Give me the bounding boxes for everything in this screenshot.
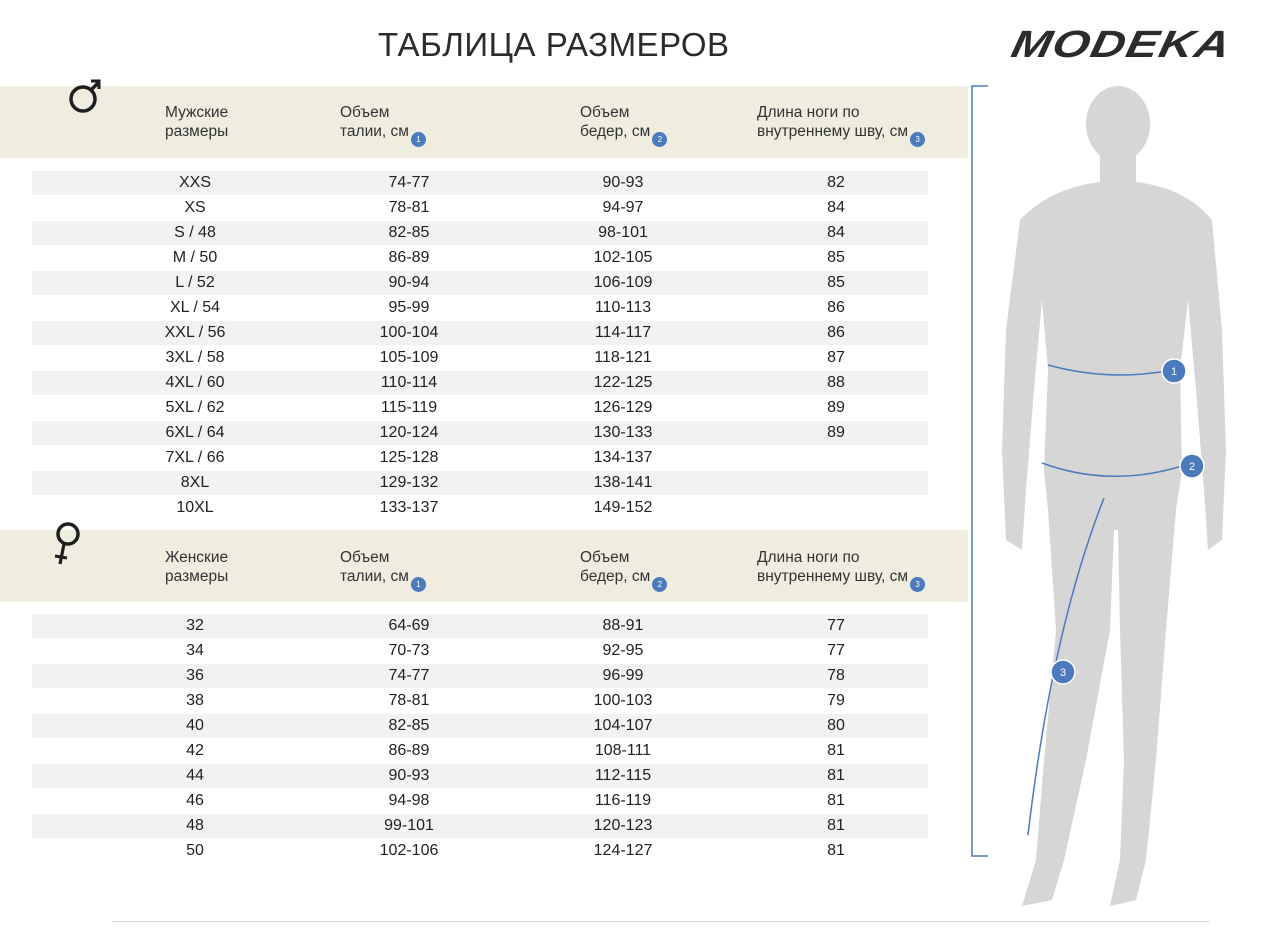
table-cell-hips: 116-119 xyxy=(594,792,652,809)
table-cell-waist: 129-132 xyxy=(379,474,439,491)
table-cell-size: 46 xyxy=(186,792,204,809)
table-cell-hips: 126-129 xyxy=(593,399,653,416)
table-cell-hips: 92-95 xyxy=(602,642,644,659)
table-cell-hips: 94-97 xyxy=(602,199,644,216)
men-waist-header: Объем талии, см 1 xyxy=(340,103,426,147)
table-cell-waist: 82-85 xyxy=(388,717,430,734)
table-cell-inseam: 81 xyxy=(827,817,845,834)
table-cell-inseam: 89 xyxy=(827,424,845,441)
table-cell-size: 7XL / 66 xyxy=(165,449,225,466)
table-cell-hips: 98-101 xyxy=(598,224,648,241)
table-cell-waist: 102-106 xyxy=(379,842,439,859)
table-cell-waist: 74-77 xyxy=(388,667,430,684)
table-cell-size: 50 xyxy=(186,842,204,859)
table-cell-size: 38 xyxy=(186,692,204,709)
table-cell-waist: 115-119 xyxy=(380,399,438,416)
table-cell-inseam: 84 xyxy=(827,199,845,216)
table-cell-inseam: 80 xyxy=(827,717,845,734)
table-cell-waist: 82-85 xyxy=(388,224,430,241)
men-header-tab xyxy=(0,150,150,158)
men-size-header: Мужские размеры xyxy=(165,104,229,140)
table-cell-waist: 99-101 xyxy=(384,817,434,834)
table-cell-inseam: 86 xyxy=(827,299,845,316)
table-cell-hips: 102-105 xyxy=(593,249,653,266)
table-cell-size: 34 xyxy=(186,642,204,659)
marker-2-label: 2 xyxy=(1188,461,1196,473)
table-cell-inseam: 86 xyxy=(827,324,845,341)
table-cell-waist: 90-94 xyxy=(388,274,430,291)
table-cell-waist: 78-81 xyxy=(388,692,430,709)
table-cell-hips: 120-123 xyxy=(593,817,653,834)
table-cell-hips: 90-93 xyxy=(602,174,644,191)
table-cell-inseam: 88 xyxy=(827,374,845,391)
table-cell-inseam: 81 xyxy=(827,792,845,809)
table-cell-hips: 130-133 xyxy=(593,424,653,441)
table-cell-size: 40 xyxy=(186,717,204,734)
male-symbol-icon xyxy=(52,74,112,120)
marker-3-label: 3 xyxy=(1059,667,1067,679)
female-symbol-icon xyxy=(52,516,92,572)
table-cell-inseam: 78 xyxy=(827,667,845,684)
marker-badge-3: 3 xyxy=(910,132,925,147)
table-cell-waist: 86-89 xyxy=(388,742,430,759)
table-cell-inseam: 81 xyxy=(827,842,845,859)
table-cell-size: 32 xyxy=(186,617,204,634)
marker-badge-1: 1 xyxy=(411,132,426,147)
table-cell-size: 5XL / 62 xyxy=(165,399,225,416)
table-cell-inseam: 89 xyxy=(827,399,845,416)
table-cell-waist: 120-124 xyxy=(379,424,439,441)
brand-logo: MODEKA xyxy=(1007,24,1236,66)
table-cell-waist: 64-69 xyxy=(388,617,430,634)
table-cell-size: XXL / 56 xyxy=(164,324,226,341)
table-cell-size: L / 52 xyxy=(175,274,215,291)
table-cell-size: 8XL xyxy=(180,474,210,491)
table-cell-hips: 134-137 xyxy=(593,449,653,466)
table-cell-hips: 112-115 xyxy=(594,767,652,784)
table-cell-waist: 90-93 xyxy=(388,767,430,784)
footer-divider xyxy=(112,921,1210,922)
table-cell-waist: 125-128 xyxy=(379,449,439,466)
women-header-tab xyxy=(0,594,150,602)
table-cell-size: 42 xyxy=(186,742,204,759)
table-cell-size: 4XL / 60 xyxy=(165,374,225,391)
table-cell-inseam: 81 xyxy=(827,767,845,784)
table-cell-size: 48 xyxy=(186,817,204,834)
table-cell-waist: 78-81 xyxy=(388,199,430,216)
table-cell-size: 44 xyxy=(186,767,204,784)
table-cell-inseam: 82 xyxy=(827,174,845,191)
marker-badge-3: 3 xyxy=(910,577,925,592)
table-cell-hips: 138-141 xyxy=(593,474,653,491)
table-cell-waist: 110-114 xyxy=(380,374,438,391)
table-cell-waist: 133-137 xyxy=(379,499,439,516)
table-cell-inseam: 87 xyxy=(827,349,845,366)
table-cell-size: 36 xyxy=(186,667,204,684)
table-cell-hips: 108-111 xyxy=(594,742,652,759)
body-silhouette-figure xyxy=(960,70,1260,920)
table-cell-waist: 86-89 xyxy=(388,249,430,266)
table-cell-inseam: 79 xyxy=(827,692,845,709)
table-cell-hips: 118-121 xyxy=(594,349,652,366)
table-cell-inseam: 77 xyxy=(827,642,845,659)
table-cell-hips: 149-152 xyxy=(593,499,653,516)
table-cell-hips: 100-103 xyxy=(593,692,653,709)
table-cell-hips: 124-127 xyxy=(593,842,653,859)
men-hips-header: Объем бедер, см 2 xyxy=(580,103,667,147)
table-cell-hips: 110-113 xyxy=(594,299,652,316)
table-cell-hips: 106-109 xyxy=(593,274,653,291)
silhouette xyxy=(1002,86,1226,906)
table-cell-hips: 114-117 xyxy=(594,324,652,341)
table-cell-waist: 74-77 xyxy=(388,174,430,191)
table-cell-size: XXS xyxy=(178,174,211,191)
table-cell-hips: 88-91 xyxy=(602,617,644,634)
table-cell-size: XL / 54 xyxy=(169,299,221,316)
height-bracket xyxy=(972,86,988,856)
table-cell-size: M / 50 xyxy=(172,249,218,266)
table-cell-waist: 95-99 xyxy=(388,299,430,316)
table-cell-size: 6XL / 64 xyxy=(165,424,225,441)
table-cell-waist: 105-109 xyxy=(379,349,439,366)
marker-1-label: 1 xyxy=(1170,366,1178,378)
page-title: ТАБЛИЦА РАЗМЕРОВ xyxy=(378,26,730,63)
table-cell-inseam: 85 xyxy=(827,249,845,266)
table-cell-waist: 94-98 xyxy=(388,792,430,809)
table-cell-waist: 100-104 xyxy=(379,324,439,341)
table-cell-inseam: 85 xyxy=(827,274,845,291)
table-cell-waist: 70-73 xyxy=(388,642,430,659)
men-inseam-header: Длина ноги по внутреннему шву, см 3 xyxy=(757,103,925,147)
marker-badge-1: 1 xyxy=(411,577,426,592)
table-cell-inseam: 84 xyxy=(827,224,845,241)
marker-badge-2: 2 xyxy=(652,577,667,592)
table-cell-hips: 104-107 xyxy=(593,717,653,734)
table-cell-size: 10XL xyxy=(176,499,214,516)
table-cell-inseam: 77 xyxy=(827,617,845,634)
table-cell-size: S / 48 xyxy=(174,224,216,241)
table-cell-inseam: 81 xyxy=(827,742,845,759)
table-cell-size: XS xyxy=(184,199,206,216)
table-cell-size: 3XL / 58 xyxy=(165,349,225,366)
women-inseam-header: Длина ноги по внутреннему шву, см 3 xyxy=(757,548,925,592)
marker-badge-2: 2 xyxy=(652,132,667,147)
women-size-header: Женские размеры xyxy=(165,549,229,585)
women-waist-header: Объем талии, см 1 xyxy=(340,548,426,592)
table-cell-hips: 96-99 xyxy=(602,667,644,684)
table-cell-hips: 122-125 xyxy=(593,374,653,391)
women-hips-header: Объем бедер, см 2 xyxy=(580,548,667,592)
